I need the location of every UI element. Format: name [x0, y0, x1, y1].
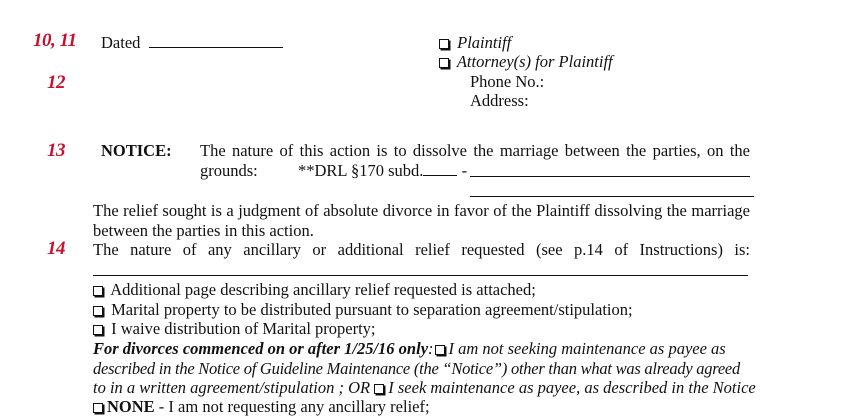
checkbox-icon[interactable]: [93, 286, 103, 296]
agreement-text: to in a written agreement/stipulation ; OR: [93, 378, 371, 397]
annotation-marker: 14: [47, 238, 65, 259]
dash-text: -: [461, 161, 468, 180]
option-separation[interactable]: [93, 300, 633, 319]
relief-line-2: between the parties in this action.: [93, 221, 314, 240]
checkbox-icon[interactable]: [439, 39, 449, 49]
subdivision-field[interactable]: [423, 161, 457, 176]
grounds-field-2[interactable]: [470, 196, 754, 197]
checkbox-icon[interactable]: [439, 58, 449, 68]
dated-row: [101, 33, 283, 52]
checkbox-icon[interactable]: [93, 403, 103, 413]
grounds-row: [298, 161, 467, 180]
maintenance-row-1: [93, 339, 726, 358]
annotation-marker: 12: [47, 72, 65, 93]
divorce-date-note: For divorces commenced on or after 1/25/16 only: [93, 339, 429, 358]
dated-field[interactable]: [149, 33, 283, 48]
ancillary-relief-field[interactable]: [93, 275, 748, 276]
checkbox-icon[interactable]: [93, 325, 103, 335]
plaintiff-option[interactable]: [439, 33, 511, 52]
colon-text: :: [428, 339, 434, 358]
notice-line-1: The nature of this action is to dissolve the marriage between the parties, on the: [200, 141, 750, 160]
maintenance-row-3: [93, 378, 756, 397]
drl-text: **DRL §170 subd.: [298, 161, 424, 180]
address-label: Address:: [470, 91, 529, 110]
phone-label: Phone No.:: [470, 72, 545, 91]
notice-label: NOTICE:: [101, 141, 172, 160]
none-rest: - I am not requesting any ancillary relief;: [154, 397, 430, 416]
option-attached[interactable]: [93, 280, 536, 299]
none-label: NONE: [107, 397, 155, 416]
seek-maintenance-text: I seek maintenance as payee, as described in the Notice: [388, 378, 756, 397]
checkbox-icon[interactable]: [374, 384, 384, 394]
attorneys-option[interactable]: [439, 52, 613, 71]
option-waive[interactable]: [93, 319, 376, 338]
checkbox-icon[interactable]: [93, 306, 103, 316]
option-separation-label: Marital property to be distributed pursuant to separation agreement/stipulation;: [111, 300, 633, 319]
relief-line-3: The nature of any ancillary or additional relief requested (see p.14 of Instructions) is:: [93, 240, 750, 259]
checkbox-icon[interactable]: [435, 345, 445, 355]
attorneys-label: Attorney(s) for Plaintiff: [456, 52, 613, 71]
option-none[interactable]: [93, 397, 430, 416]
annotation-marker: 10, 11: [33, 30, 77, 51]
grounds-field[interactable]: [470, 176, 750, 177]
option-waive-label: I waive distribution of Marital property;: [111, 319, 376, 338]
relief-line-1: The relief sought is a judgment of absolute divorce in favor of the Plaintiff dissolving the marriage: [93, 201, 750, 220]
dated-label: Dated: [101, 33, 141, 52]
maintenance-row-2: described in the Notice of Guideline Maintenance (the “Notice”) other than what was already agreed: [93, 359, 740, 378]
not-seeking-text: I am not seeking maintenance as payee as: [448, 339, 726, 358]
grounds-label: grounds:: [200, 161, 258, 180]
annotation-marker: 13: [47, 140, 65, 161]
option-attached-label: Additional page describing ancillary relief requested is attached;: [110, 280, 536, 299]
plaintiff-label: Plaintiff: [457, 33, 512, 52]
